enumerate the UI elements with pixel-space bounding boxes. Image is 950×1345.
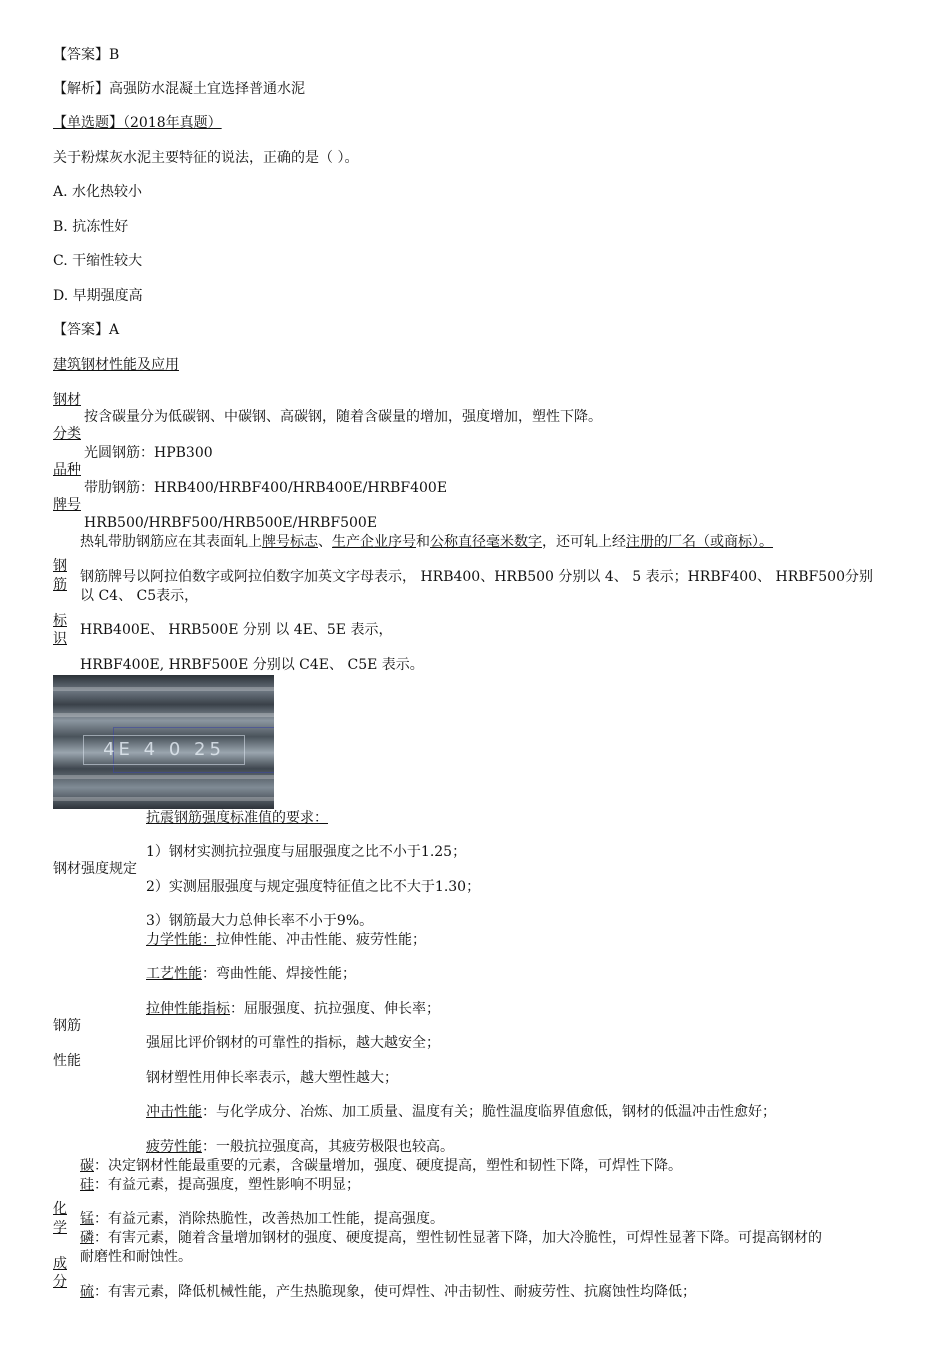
impact-label: 冲击性能 [146,1104,202,1120]
ribbed-bar-text: 带肋钢筋：HRB400/HRBF400/HRB400E/HRBF400E [84,480,448,496]
seismic-designation-text-2: HRBF400E, HRBF500E 分别以 C4E、 C5E 表示。 [80,657,424,673]
question-text: 关于粉煤灰水泥主要特征的说法，正确的是（ ）。 [53,150,359,166]
seismic-designation-text: HRB400E、 HRB500E 分别 以 4E、5E 表示， [80,622,393,638]
chem-label-1: 化 [53,1201,67,1217]
silicon-text: ：有益元素，提高强度，塑性影响不明显； [94,1177,360,1193]
silicon-line [80,1176,360,1194]
grade-designation-text: 钢筋牌号以阿拉伯数字或阿拉伯数字加英文字母表示， HRB400、HRB500 分别以 4、 5 表示；HRBF400、 HRBF500分别 [80,569,873,585]
rebar-mark-label-4: 识 [53,631,67,647]
rebar-mark-label-2: 筋 [53,577,67,593]
marking-producer-no: 生产企业序号 [332,534,416,550]
performance-label-2: 性能 [53,1053,81,1069]
chem-label-3: 成 [53,1256,67,1272]
option-a: A. 水化热较小 [53,184,143,200]
chem-label-4: 分 [53,1274,67,1290]
marking-diameter: 公称直径毫米数字 [430,534,542,550]
sulfur-line [80,1283,696,1301]
plasticity-text: 钢材塑性用伸长率表示，越大塑性越大； [146,1070,398,1086]
classification-label: 分类 [53,426,81,442]
fatigue-label: 疲劳性能 [146,1139,202,1155]
sulfur-text: ：有害元素，降低机械性能，产生热脆现象，使可焊性、冲击韧性、耐疲劳性、抗腐蚀性均降低； [94,1284,696,1300]
marking-mid: ，还可轧上经 [542,534,626,550]
analysis-text: 【解析】高强防水混凝土宜选择普通水泥 [53,81,305,97]
phosphorus-text-2: 耐磨性和耐蚀性。 [80,1249,192,1265]
photo-rolled-mark: 4E 4 0 25 [83,735,245,765]
marking-sep-1: 、 [318,534,332,550]
photo-rib [53,797,274,801]
marking-prefix: 热轧带肋钢筋应在其表面轧上 [80,534,262,550]
rebar-mark-label-3: 标 [53,613,67,629]
ribbed-bar-text-2: HRB500/HRBF500/HRB500E/HRBF500E [84,515,378,531]
phosphorus-label: 磷 [80,1230,94,1246]
answer-a: 【答案】A [53,322,120,338]
performance-label-1: 钢筋 [53,1018,81,1034]
marking-grade-mark: 牌号标志 [262,534,318,550]
silicon-label: 硅 [80,1177,94,1193]
round-bar-text: 光圆钢筋：HPB300 [84,445,213,461]
seismic-title: 抗震钢筋强度标准值的要求： [146,810,328,826]
option-c: C. 干缩性较大 [53,253,143,269]
option-b: B. 抗冻性好 [53,219,129,235]
process-text: ：弯曲性能、焊接性能； [202,966,356,982]
photo-rib [53,713,274,717]
impact-line [146,1103,776,1121]
section-title: 建筑钢材性能及应用 [53,357,179,373]
option-d: D. 早期强度高 [53,288,143,304]
phosphorus-text: ：有害元素，随着含量增加钢材的强度、硬度提高，塑性韧性显著下降，加大冷脆性，可焊性显著下降。可提高钢材的 [94,1230,822,1246]
manganese-text: ：有益元素，消除热脆性，改善热加工性能，提高强度。 [94,1211,444,1227]
tensile-line [146,1000,440,1018]
marking-sentence [80,533,773,551]
carbon-line [80,1157,682,1175]
mechanical-line [146,931,426,949]
grade-label: 牌号 [53,497,81,513]
strength-rule-label: 钢材强度规定 [53,861,137,877]
mechanical-text: 拉伸性能、冲击性能、疲劳性能； [216,932,426,948]
process-label: 工艺性能 [146,966,202,982]
seismic-item-2: 2）实测屈服强度与规定强度特征值之比不大于1.30； [146,879,481,895]
question-tag: 【单选题】（2018年真题） [53,115,222,131]
process-line [146,965,356,983]
carbon-classification-text: 按含碳量分为低碳钢、中碳钢、高碳钢，随着含碳量的增加，强度增加，塑性下降。 [84,409,602,425]
mechanical-label: 力学性能： [146,932,216,948]
photo-rib [53,775,274,779]
chem-label-2: 学 [53,1220,67,1236]
marking-trademark: 注册的厂名（或商标）。 [626,534,773,550]
variety-label: 品种 [53,462,81,478]
manganese-label: 锰 [80,1211,94,1227]
sulfur-label: 硫 [80,1284,94,1300]
tensile-label: 拉伸性能指标 [146,1001,230,1017]
carbon-label: 碳 [80,1158,94,1174]
strength-ratio-text: 强屈比评价钢材的可靠性的指标，越大越安全； [146,1035,440,1051]
manganese-line [80,1210,444,1228]
grade-designation-text-2: 以 C4、 C5表示， [80,588,199,604]
answer-b: 【答案】B [53,47,120,63]
tensile-text: ：屈服强度、抗拉强度、伸长率； [230,1001,440,1017]
carbon-text: ：决定钢材性能最重要的元素，含碳量增加，强度、硬度提高，塑性和韧性下降，可焊性下降。 [94,1158,682,1174]
rebar-mark-label-1: 钢 [53,558,67,574]
marking-sep-2: 和 [416,534,430,550]
rebar-photo [53,675,274,809]
fatigue-line [146,1138,454,1156]
seismic-item-3: 3）钢筋最大力总伸长率不小于9%。 [146,913,374,929]
seismic-item-1: 1）钢材实测抗拉强度与屈服强度之比不小于1.25； [146,844,467,860]
steel-label: 钢材 [53,392,81,408]
phosphorus-line [80,1229,822,1247]
fatigue-text: ：一般抗拉强度高，其疲劳极限也较高。 [202,1139,454,1155]
impact-text: ：与化学成分、冶炼、加工质量、温度有关；脆性温度临界值愈低，钢材的低温冲击性愈好； [202,1104,776,1120]
photo-rib [53,687,274,691]
